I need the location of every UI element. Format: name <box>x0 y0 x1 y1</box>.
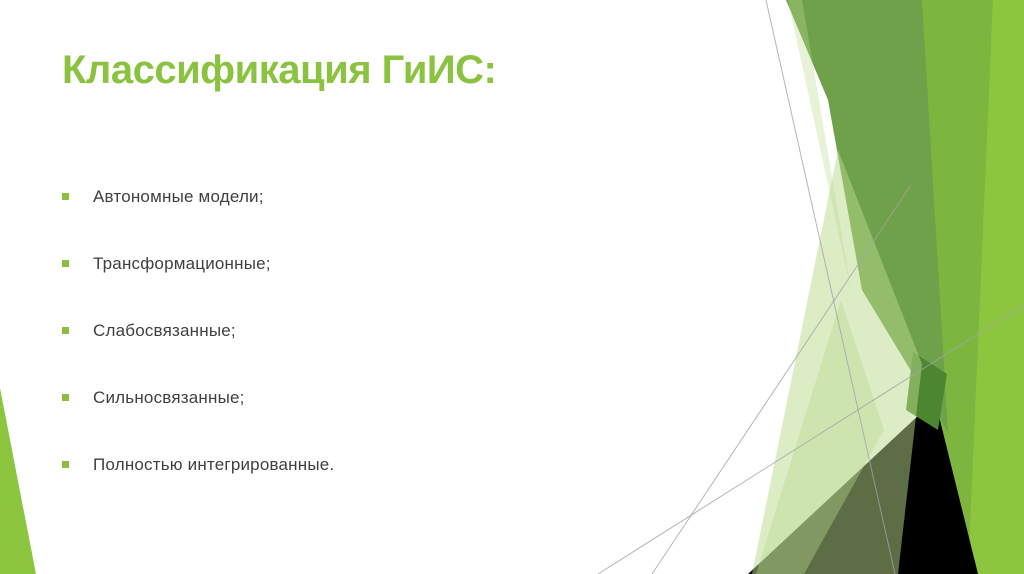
bullet-list <box>62 163 622 498</box>
list-item <box>62 431 622 498</box>
pale-wedge2-shape <box>756 300 884 574</box>
square-bullet-icon <box>62 193 69 200</box>
list-item <box>62 297 622 364</box>
bullet-text: Полностью интегрированные. <box>93 454 335 474</box>
bullet-text: Автономные модели; <box>93 186 264 206</box>
lime-base-shape <box>918 0 1024 574</box>
sage-top-leaf-shape <box>786 0 948 432</box>
pale-sliver-shape <box>788 0 852 295</box>
square-bullet-icon <box>62 461 69 468</box>
bullet-text: Трансформационные; <box>93 253 271 273</box>
square-bullet-icon <box>62 394 69 401</box>
dark-overlap-shape <box>906 352 947 430</box>
lime-band-shape <box>888 0 993 574</box>
square-bullet-icon <box>62 327 69 334</box>
bullet-text: Слабосвязанные; <box>93 320 236 340</box>
hairline-mid <box>652 185 911 574</box>
list-item <box>62 364 622 431</box>
list-item <box>62 163 622 230</box>
bottom-left-wedge-shape <box>0 388 36 574</box>
square-bullet-icon <box>62 260 69 267</box>
bullet-text: Сильносвязанные; <box>93 387 245 407</box>
hairline-shallow <box>598 305 1024 574</box>
slide-title: Классификация ГиИС: <box>62 48 497 92</box>
sage-bottom-leaf-shape <box>748 400 978 574</box>
list-item <box>62 230 622 297</box>
pale-wedge-shape <box>752 150 922 574</box>
hairline-steep <box>766 0 895 574</box>
